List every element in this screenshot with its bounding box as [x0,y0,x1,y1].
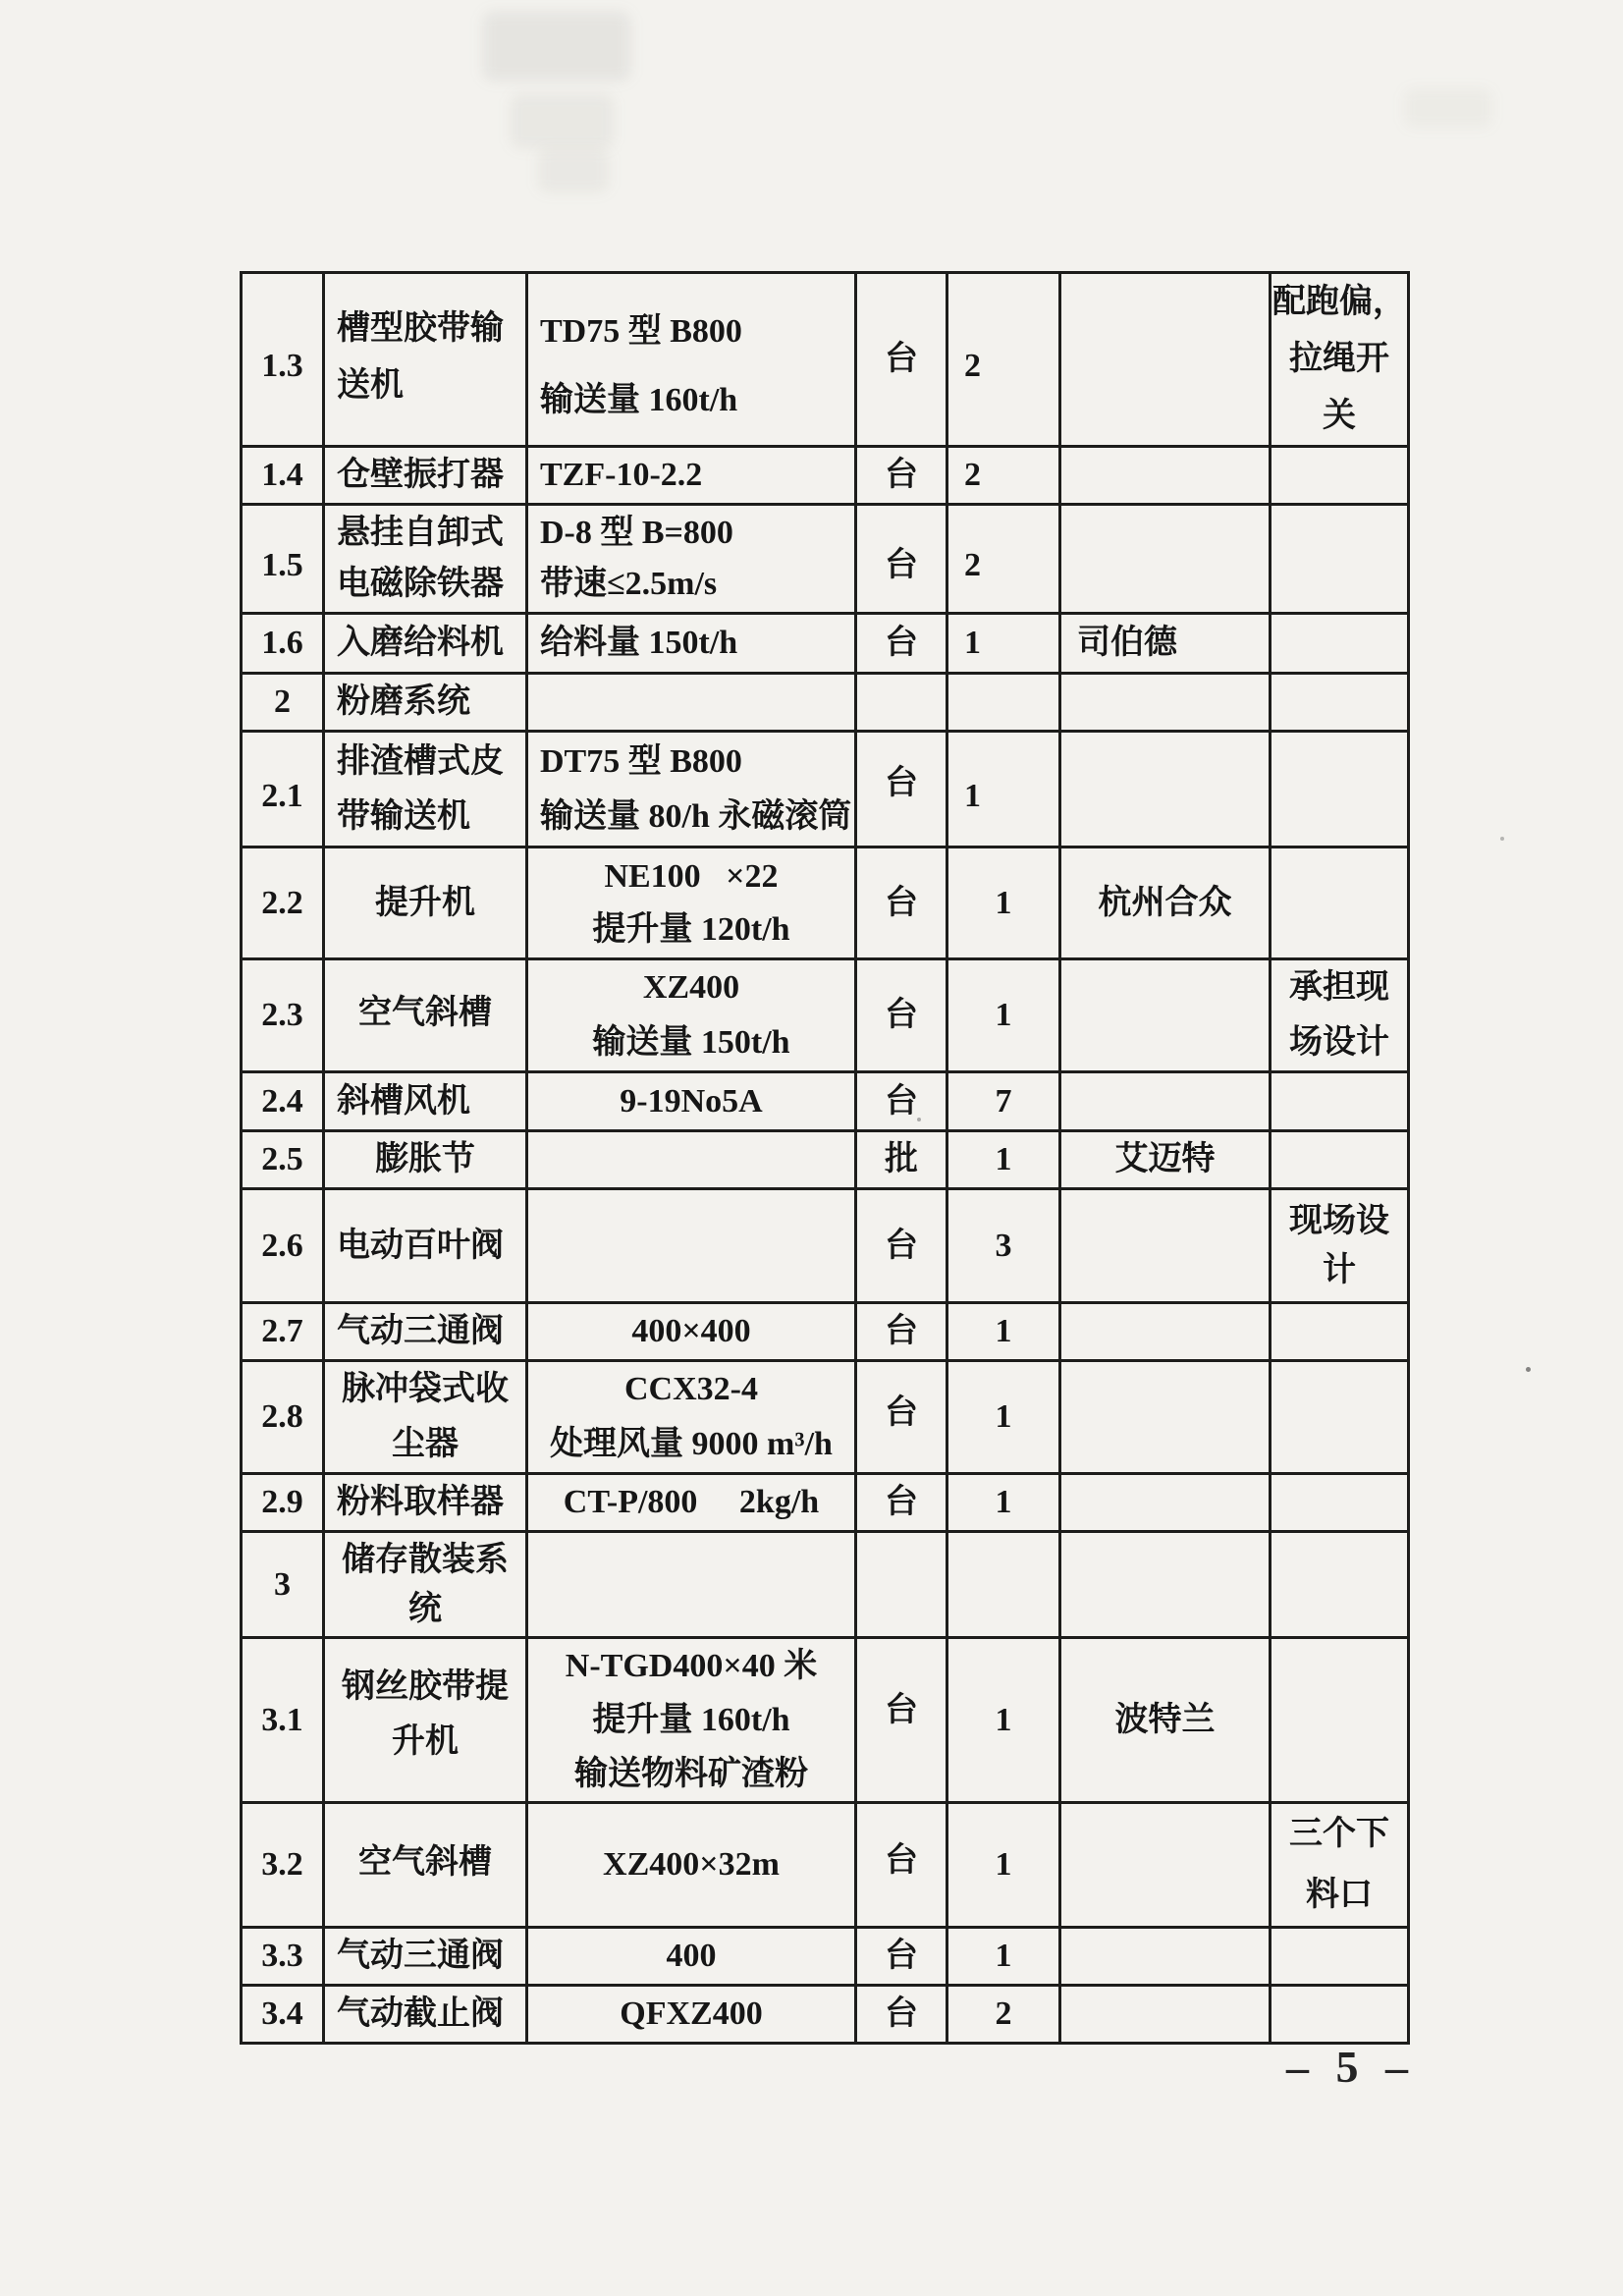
cell-qty: 1 [947,1803,1060,1928]
cell-mfr [1060,1303,1271,1361]
cell-name: 入磨给料机 [324,614,527,674]
cell-name: 排渣槽式皮 带输送机 [324,732,527,847]
cell-name: 粉磨系统 [324,674,527,732]
table-row [242,1474,1409,1532]
cell-spec: TD75 型 B800 输送量 160t/h [527,273,856,447]
equipment-table [240,271,1410,2045]
cell-unit: 台 [856,1361,947,1474]
cell-name: 脉冲袋式收 尘器 [324,1361,527,1474]
cell-name: 悬挂自卸式 电磁除铁器 [324,505,527,614]
cell-name: 空气斜槽 [324,1803,527,1928]
cell-mfr [1060,1189,1271,1303]
cell-spec: D-8 型 B=800 带速≤2.5m/s [527,505,856,614]
cell-notes: 三个下 料口 [1271,1803,1409,1928]
cell-name: 储存散装系 统 [324,1532,527,1638]
cell-name: 槽型胶带输 送机 [324,273,527,447]
cell-notes [1271,1072,1409,1131]
cell-spec: 给料量 150t/h [527,614,856,674]
table-row [242,1072,1409,1131]
cell-notes [1271,1474,1409,1532]
cell-notes [1271,1532,1409,1638]
cell-notes [1271,505,1409,614]
cell-name: 气动三通阀 [324,1303,527,1361]
cell-unit: 台 [856,1928,947,1986]
cell-mfr: 杭州合众 [1060,847,1271,959]
cell-name: 钢丝胶带提 升机 [324,1638,527,1803]
cell-notes [1271,1303,1409,1361]
cell-unit: 批 [856,1131,947,1189]
table-row [242,1803,1409,1928]
scan-artifact [1404,88,1492,128]
cell-name: 膨胀节 [324,1131,527,1189]
cell-qty [947,674,1060,732]
cell-qty: 2 [947,1986,1060,2044]
table-row [242,674,1409,732]
cell-unit: 台 [856,1303,947,1361]
table-row [242,1361,1409,1474]
cell-no: 2.3 [242,959,324,1072]
cell-notes: 承担现 场设计 [1271,959,1409,1072]
cell-qty: 1 [947,1638,1060,1803]
cell-no: 1.4 [242,447,324,505]
cell-spec: DT75 型 B800 输送量 80/h 永磁滚筒 [527,732,856,847]
cell-no: 3.2 [242,1803,324,1928]
cell-unit: 台 [856,1189,947,1303]
scan-artifact [511,94,614,148]
table-row [242,1928,1409,1986]
cell-no: 2.7 [242,1303,324,1361]
cell-no: 2.4 [242,1072,324,1131]
cell-mfr [1060,959,1271,1072]
cell-qty: 3 [947,1189,1060,1303]
cell-mfr [1060,732,1271,847]
cell-mfr: 司伯德 [1060,614,1271,674]
cell-name: 粉料取样器 [324,1474,527,1532]
cell-qty: 2 [947,505,1060,614]
table-row [242,1303,1409,1361]
cell-spec [527,674,856,732]
cell-qty: 1 [947,732,1060,847]
cell-spec [527,1189,856,1303]
cell-qty: 1 [947,1361,1060,1474]
table-row [242,505,1409,614]
cell-unit: 台 [856,847,947,959]
cell-unit [856,674,947,732]
cell-unit: 台 [856,505,947,614]
cell-qty [947,1532,1060,1638]
cell-mfr [1060,1532,1271,1638]
cell-qty: 1 [947,1303,1060,1361]
cell-mfr: 波特兰 [1060,1638,1271,1803]
table-row [242,1638,1409,1803]
cell-mfr [1060,1072,1271,1131]
cell-spec [527,1131,856,1189]
cell-notes [1271,847,1409,959]
cell-spec: N-TGD400×40 米 提升量 160t/h 输送物料矿渣粉 [527,1638,856,1803]
cell-notes [1271,732,1409,847]
cell-no: 2.8 [242,1361,324,1474]
cell-spec: QFXZ400 [527,1986,856,2044]
cell-notes [1271,1638,1409,1803]
cell-spec: CT-P/800 2kg/h [527,1474,856,1532]
scan-artifact [538,149,609,192]
table-row [242,1131,1409,1189]
cell-name: 气动三通阀 [324,1928,527,1986]
cell-spec [527,1532,856,1638]
cell-notes [1271,614,1409,674]
table-row [242,1986,1409,2044]
cell-notes [1271,1928,1409,1986]
cell-unit: 台 [856,1474,947,1532]
cell-unit: 台 [856,1803,947,1928]
cell-mfr [1060,674,1271,732]
cell-name: 斜槽风机 [324,1072,527,1131]
table-row [242,447,1409,505]
cell-notes [1271,1986,1409,2044]
cell-unit: 台 [856,1986,947,2044]
cell-no: 2.1 [242,732,324,847]
table-row [242,732,1409,847]
cell-name: 电动百叶阀 [324,1189,527,1303]
cell-no: 3 [242,1532,324,1638]
cell-no: 2.6 [242,1189,324,1303]
cell-no: 2 [242,674,324,732]
cell-qty: 1 [947,1928,1060,1986]
cell-mfr [1060,273,1271,447]
cell-qty: 1 [947,847,1060,959]
row-number: 1.3 [261,348,303,384]
table-row [242,847,1409,959]
cell-no: 2.5 [242,1131,324,1189]
scan-speck [1526,1367,1531,1372]
cell-unit: 台 [856,732,947,847]
cell-name: 空气斜槽 [324,959,527,1072]
cell-qty: 2 [947,447,1060,505]
table-row [242,614,1409,674]
table-row [242,1189,1409,1303]
cell-mfr [1060,1986,1271,2044]
cell-notes: 配跑偏， 拉绳开 关 [1271,273,1409,447]
cell-mfr [1060,1474,1271,1532]
cell-mfr [1060,505,1271,614]
cell-qty: 2 [947,273,1060,447]
cell-name: 仓壁振打器 [324,447,527,505]
scan-artifact [483,12,630,81]
cell-mfr [1060,1361,1271,1474]
cell-spec: 400×400 [527,1303,856,1361]
cell-unit: 台 [856,1072,947,1131]
cell-spec: 400 [527,1928,856,1986]
cell-notes: 现场设 计 [1271,1189,1409,1303]
cell-mfr [1060,447,1271,505]
table-row [242,959,1409,1072]
cell-no: 2.9 [242,1474,324,1532]
cell-no: 1.5 [242,505,324,614]
cell-unit: 台 [856,1638,947,1803]
cell-no: 3.4 [242,1986,324,2044]
cell-qty: 1 [947,614,1060,674]
cell-unit: 台 [856,614,947,674]
cell-spec: TZF-10-2.2 [527,447,856,505]
cell-unit: 台 [856,273,947,447]
cell-mfr [1060,1803,1271,1928]
cell-name: 提升机 [324,847,527,959]
cell-no: 3.1 [242,1638,324,1803]
cell-unit: 台 [856,447,947,505]
cell-unit [856,1532,947,1638]
table-row [242,273,1409,447]
table-row [242,1532,1409,1638]
page-number: – 5 – [1286,2042,1416,2092]
cell-notes [1271,447,1409,505]
cell-spec: XZ400×32m [527,1803,856,1928]
cell-mfr [1060,1928,1271,1986]
cell-notes [1271,1131,1409,1189]
cell-spec: CCX32-4 处理风量 9000 m³/h [527,1361,856,1474]
cell-name: 气动截止阀 [324,1986,527,2044]
cell-no [242,273,324,447]
cell-spec: 9-19No5A [527,1072,856,1131]
cell-qty: 1 [947,1474,1060,1532]
cell-spec: XZ400 输送量 150t/h [527,959,856,1072]
cell-qty: 1 [947,1131,1060,1189]
cell-no: 3.3 [242,1928,324,1986]
cell-notes [1271,1361,1409,1474]
cell-qty: 7 [947,1072,1060,1131]
cell-notes [1271,674,1409,732]
scan-speck [1500,837,1504,841]
cell-spec: NE100 ×22 提升量 120t/h [527,847,856,959]
cell-no: 1.6 [242,614,324,674]
cell-qty: 1 [947,959,1060,1072]
cell-mfr: 艾迈特 [1060,1131,1271,1189]
cell-unit: 台 [856,959,947,1072]
cell-no: 2.2 [242,847,324,959]
